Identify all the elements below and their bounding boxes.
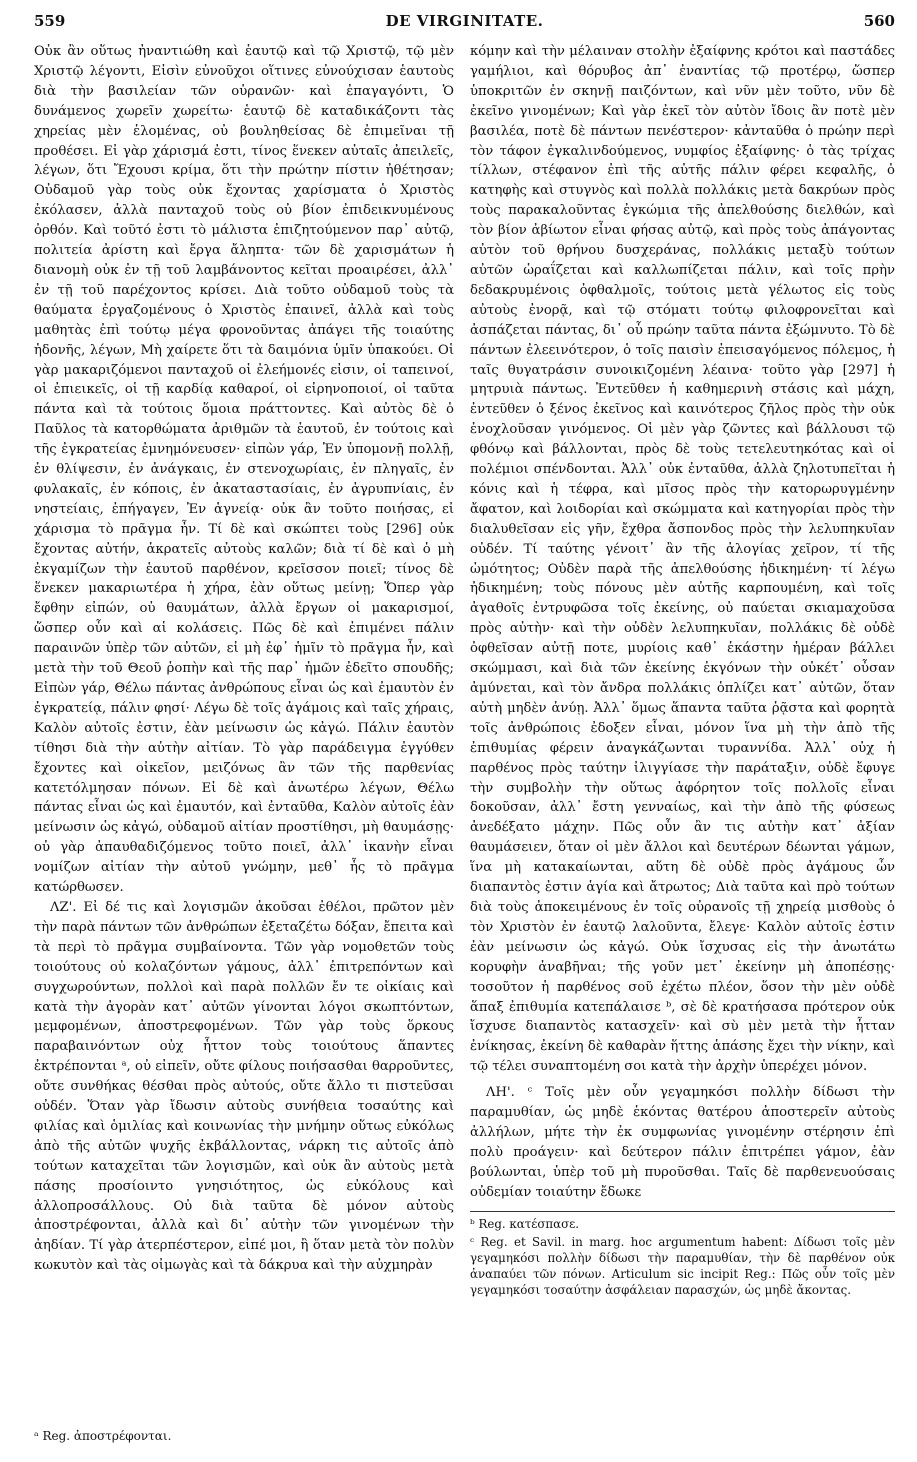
right-column bbox=[470, 42, 895, 1452]
footnote-c: ᶜ Reg. et Savil. in marg. hoc argumentum habent: Δίδωσι τοῖς μὲν γεγαμηκόσι πολλὴν δίδωσι τὴν παραμυθίαν, τὴν δὲ παρθένον οὐκ ἀναπαύει τῶν πόνων. Articulum sic incipit Reg.: Πῶς οὖν τοῖς μὲν γεγαμηκόσι τοσαύτην ἀσφάλειαν παρασχών, ὡς μηδὲ ἄκοντας. bbox=[470, 1234, 895, 1297]
footnote-left bbox=[34, 1428, 454, 1444]
footnote-divider bbox=[470, 1211, 895, 1212]
paragraph-section-37: ΛΖ'. Εἰ δέ τις καὶ λογισμῶν ἀκοῦσαι ἐθέλοι, πρῶτον μὲν τὴν παρὰ πάντων τῶν ἀνθρώπων ἐξεταζέτω δόξαν, ἔπειτα καὶ τὰ περὶ τὸ πρᾶγμα συμβαίνοντα. Τῶν γὰρ νομοθετῶν τοὺς τοιούτους οὐ κολαζόντων γάμους, ἀλλ᾽ ἐπιτρεπόντων καὶ συγχωρούντων, πολλοὶ καὶ παρὰ πολλῶν ἔν τε οἰκίαις καὶ κατὰ τὴν ἀγορὰν κατ᾽ αὐτῶν γίνονται λόγοι σκωπτόντων, μεμφομένων, ἀποστρεφομένων. Τῶν γὰρ τοὺς ὅρκους παραβαινόντων οὐχ ἧττον τοὺς τοιούτους ἅπαντες ἐκτρέπονται ᵃ, οὐ εἰπεῖν, οὔτε φίλους ποιήσασθαι θαρροῦντες, οὔτε συνθήκας θέσθαι πρὸς αὐτούς, οὔτε ἄλλο τι πιστεῦσαι οὐδέν. Ὅταν γὰρ ἴδωσιν αὐτοὺς συνήθεια τοσαύτης καὶ φιλίας καὶ ὁμιλίας καὶ κοινωνίας τὴν μνήμην οὕτως εὐκόλως ἀπὸ τῆς αὐτῶν ψυχῆς ἐκβάλλοντας, νάρκη τις αὐτοῖς ἀπὸ τούτων καταχεῖται τῶν λογισμῶν, καὶ οὐκ ἂν αὐτοὺς μετὰ πάσης προσίοιντο γνησιότητος, ὡς εὐκόλους καὶ ἀλλοπροσάλλους. Οὐ διὰ ταῦτα δὲ μόνον αὐτοὺς ἀποστρέφονται, ἀλλὰ καὶ δι᾽ αὐτὴν τῶν γινομένων τὴν ἀηδίαν. Τί γὰρ ἀτερπέστερον, εἰπέ μοι, ἢ ὅταν μετὰ τὸν πολὺν κωκυτὸν καὶ τὰς οἰμωγὰς καὶ τὰ δάκρυα καὶ τὴν αὐχμηρὰν bbox=[34, 899, 454, 1274]
paragraph: κόμην καὶ τὴν μέλαιναν στολὴν ἐξαίφνης κρότοι καὶ παστάδες γαμήλιοι, καὶ θόρυβος ἀπ᾽ ἐναντίας τῷ προτέρῳ, ὥσπερ ὑποκριτῶν ἐν σκηνῇ παιζόντων, καὶ νῦν μὲν τοῦτο, νῦν δὲ ἐκεῖνο γινομένων; Καὶ γὰρ ἐκεῖ τὸν αὐτὸν ἴδοις ἂν ποτὲ μὲν βασιλέα, ποτὲ δὲ πάντων πενέστερον· κἀνταῦθα ὁ πρώην περὶ τὸν τάφον ἐγκαλινδούμενος, νυμφίος ἐξαίφνης· ὁ τὰς τρίχας τίλλων, στέφανον ἐπὶ τῆς αὐτῆς πάλιν φέρει κεφαλῆς, ὁ κατηφὴς καὶ στυγνὸς καὶ πολλὰ πολλάκις μετὰ δακρύων πρὸς τοὺς παρακαλοῦντας ἐγκώμια τῆς ἀπελθούσης διελθών, καὶ τὸν βίον ἀβίωτον εἶναι φήσας αὐτῷ, καὶ πρὸς τοὺς ἀπάγοντας αὐτὸν τοῦ θρήνου δυσχεράνας, πολλάκις μεταξὺ τούτων αὐτῶν ὡραΐζεται καὶ καλλωπίζεται πάλιν, καὶ τοῖς πρὴν δεδακρυμένοις ὀφθαλμοῖς, τούτοις μετὰ γέλωτος εἰς τοὺς αὐτοὺς ἐνορᾷ, καὶ τῷ στόματι τούτῳ φιλοφρονεῖται καὶ ἀσπάζεται πάντας, δι᾽ οὗ πρώην ταῦτα πάντα ἐξώμνυτο. Τὸ δὲ πάντων ἐλεεινότερον, ὁ τοῖς παισὶν ἐπεισαγόμενος πόλεμος, ἡ ταῖς θυγατράσιν συνοικιζομένη λέαινα· τοῦτο γὰρ [297] ἡ μητρυιὰ πάντως. Ἐντεῦθεν ἡ καθημερινὴ στάσις καὶ μάχη, ἐντεῦθεν ὁ ξένος ἐκεῖνος καὶ καινότερος ζῆλος πρὸς τὴν οὐκ ἐνοχλοῦσαν γινόμενος. Οἱ μὲν γὰρ ζῶντες καὶ βάλλουσι τῷ φθόνῳ καὶ βάλλονται, πρὸς δὲ τοὺς τετελευτηκότας καὶ οἱ πολέμιοι σπένδονται. Ἀλλ᾽ οὐκ ἐνταῦθα, ἀλλὰ ζηλοτυπεῖται ἡ κόνις καὶ ἡ τέφρα, καὶ μῖσος πρὸς τὴν κατορωρυγμένην ἄφατον, καὶ λοιδορίαι καὶ σκώμματα καὶ κατηγορίαι πρὸς τὴν διαλυθεῖσαν εἰς γῆν, ἔχθρα ἄσπονδος πρὸς τὴν λελυπηκυῖαν οὐδέν. Τί ταύτης γένοιτ᾽ ἂν τῆς ἀλογίας χεῖρον, τί τῆς ὠμότητος; Οὐδὲν παρὰ τῆς ἀπελθούσης ἠδικημένη· τί λέγω ἠδικημένη; τοὺς πόνους μὲν αὐτῆς καρπουμένη, καὶ τοῖς ἀγαθοῖς ἐντρυφῶσα τοῖς ἐκείνης, οὐ παύεται σκιαμαχοῦσα πρὸς αὐτὴν· καὶ τὴν οὐδὲν λελυπηκυῖαν, πολλάκις δὲ οὐδὲ ὀφθεῖσαν αὐτῇ ποτε, μυρίοις καθ᾽ ἑκάστην ἡμέραν βάλλει σκώμμασι, καὶ διὰ τῶν ἐκείνης ἐκγόνων τὴν οὐκέτ᾽ οὖσαν ἀμύνεται, καὶ τὸν ἄνδρα πολλάκις ὁπλίζει κατ᾽ αὐτῶν, ὅταν αὐτὴ μηδὲν ἀνύῃ. Ἀλλ᾽ ὅμως ἅπαντα ταῦτα ῥᾷστα καὶ φορητὰ τοῖς ἀνθρώποις ἐδοξεν εἶναι, μόνον ἵνα μὴ τὴν ἀπὸ τῆς ἐπιθυμίας φέρειν ἀναγκάζωνται τυραννίδα. Ἀλλ᾽ οὐχ ἡ παρθένος πρὸς ταύτην ἰλιγγίασε τὴν παράταξιν, οὐδὲ ἔφυγε τὴν συμβολὴν τὴν οὕτως ἀφόρητον τοῖς πολλοῖς εἶναι δοκοῦσαν, ἀλλ᾽ ἔστη γενναίως, καὶ τὴν ἀπὸ τῆς φύσεως ἀνεδέξατο μάχην. Πῶς οὖν ἂν τις αὐτὴν κατ᾽ ἀξίαν θαυμάσειεν, ὅταν οἱ μὲν ἄλλοι καὶ δευτέρων δέωνται γάμων, ἵνα μὴ κατακαίωνται, αὕτη δὲ οὐδὲ πρὸς ἀγάμους ὦν διαπαντὸς ἐστιν ἁγία καὶ ἄτρωτος; Διὰ ταῦτα καὶ πρὸ τούτων διὰ τοὺς ἀποκειμένους ἐν τοῖς οὐρανοῖς τῇ χηρείᾳ μισθοὺς ὁ τὸν Χριστὸν ἐν ἑαυτῷ λαλοῦντα, ἔλεγε· Καλὸν αὐτοῖς ἐστιν ἐὰν μείνωσιν ὡς κἀγώ. Οὐκ ἴσχυσας εἰς τὴν ἀνωτάτω κορυφὴν ἀναβῆναι; τῆς γοῦν μετ᾽ ἐκείνην μὴ ἀποπέσῃς· τοσοῦτον ἡ παρθένος σοῦ ἐχέτω πλέον, ὅσον τὴν μὲν οὐδὲ ἅπαξ ἐπιθυμία κατεπάλαισε ᵇ, σὲ δὲ κρατήσασα πρότερον οὐκ ἴσχυσε διαπαντὸς κατασχεῖν· καὶ σὺ μὲν μετὰ τὴν ἧτταν ἐνίκησας, ἐκείνη δὲ καθαρὰν ἥττης ἁπάσης ἔχει τὴν νίκην, καὶ τῷ τέλει συναπτομένη σοι κατὰ τὴν ἀρχὴν ὑπερέχει μόνον. bbox=[470, 44, 895, 1075]
page-number-left: 559 bbox=[34, 12, 66, 30]
running-header bbox=[34, 12, 895, 38]
footnote-b: ᵇ Reg. κατέσπασε. bbox=[470, 1216, 580, 1231]
running-title: DE VIRGINITATE. bbox=[385, 12, 544, 30]
page-number-right: 560 bbox=[863, 12, 895, 30]
footnotes-right bbox=[470, 1216, 895, 1298]
footnote-a: ᵃ Reg. ἀποστρέφονται. bbox=[34, 1429, 172, 1443]
paragraph-section-38: ΛΗ'. ᶜ Τοῖς μὲν οὖν γεγαμηκόσι πολλὴν δίδωσι τὴν παραμυθίαν, ὡς μηδὲ ἑκόντας θατέρου ἀποστερεῖν αὐτοὺς ἀλλήλων, μήτε τὴν ἐκ συμφωνίας γινομένην στέρησιν ἐπὶ πολὺ προάγειν· καὶ δεύτερον πάλιν ἐπιτρέπει γάμον, ἐὰν βούλωνται, ὑπὲρ τοῦ μὴ πυροῦσθαι. Ταῖς δὲ παρθενευούσαις οὐδεμίαν τοιαύτην ἔδωκε bbox=[470, 1085, 895, 1200]
paragraph: Οὐκ ἂν οὕτως ἠναντιώθη καὶ ἑαυτῷ καὶ τῷ Χριστῷ, τῷ μὲν Χριστῷ λέγοντι, Εἰσὶν εὐνοῦχοι οἵτινες εὐνούχισαν ἑαυτοὺς διὰ τὴν βασιλείαν τῶν οὐρανῶν· καὶ ἐπαγαγόντι, Ὁ δυνάμενος χωρεῖν χωρείτω· ἑαυτῷ δὲ καταδικάζοντι τὰς χηρείας μὲν ἑλομένας, οὐ βουληθείσας δὲ ἐπιμεῖναι τῇ προθέσει. Εἰ γὰρ χάρισμά ἐστι, τίνος ἕνεκεν αὐταῖς ἀπειλεῖς, λέγων, ὅτι Ἔχουσι κρίμα, ὅτι τὴν πρώτην πίστιν ἠθέτησαν; Οὐδαμοῦ γὰρ τοὺς οὐκ ἔχοντας χαρίσματα ὁ Χριστὸς ἐκόλασεν, ἀλλὰ πανταχοῦ τοὺς οὐ βίον ἐπιδεικνυμένους ὀρθόν. Καὶ τοῦτό ἐστι τὸ μάλιστα ἐπιζητούμενον παρ᾽ αὐτῷ, πολιτεία ἀρίστη καὶ ἔργα ἄληπτα· τῶν δὲ χαρισμάτων ἡ διανομὴ οὐκ ἐν τῇ τοῦ λαμβάνοντος κεῖται προαιρέσει, ἀλλ᾽ ἐν τῇ τοῦ παρέχοντος κρίσει. Διὰ τοῦτο οὐδαμοῦ τοὺς τὰ θαύματα ἐργαζομένους ὁ Χριστὸς ἐπαινεῖ, ἀλλὰ καὶ τοὺς μαθητὰς ἐπὶ τούτῳ μέγα φρονοῦντας ἀπάγει τῆς τοιαύτης ἡδονῆς, λέγων, Μὴ χαίρετε ὅτι τὰ δαιμόνια ὑμῖν ὑπακούει. Οἱ γὰρ μακαριζόμενοι πανταχοῦ οἱ ἐλεήμονές εἰσιν, οἱ ταπεινοί, οἱ ἐπιεικεῖς, οἱ τῇ καρδίᾳ καθαροί, οἱ εἰρηνοποιοί, οἱ ταῦτα πάντα καὶ τὰ τούτοις ὅμοια πράττοντες. Καὶ αὐτὸς δὲ ὁ Παῦλος τὰ κατορθώματα ἀριθμῶν τὰ ἑαυτοῦ, ἐν τούτοις καὶ τῆς ἐγκρατείας ἐμνημόνευσεν· εἰπὼν γάρ, Ἐν ὑπομονῇ πολλῇ, ἐν θλίψεσιν, ἐν ἀνάγκαις, ἐν στενοχωρίαις, ἐν πληγαῖς, ἐν φυλακαῖς, ἐν κόποις, ἐν ἀκαταστασίαις, ἐν ἀγρυπνίαις, ἐν νηστείαις, ἐπήγαγεν, Ἐν ἁγνείᾳ· οὐκ ἂν τοῦτο ποιήσας, εἰ χάρισμα τὸ πρᾶγμα ἦν. Τί δὲ καὶ σκώπτει τοὺς [296] οὐκ ἔχοντας αὐτήν, ἀκρατεῖς αὐτοὺς καλῶν; διὰ τί δὲ καὶ ὁ μὴ ἐκγαμίζων τὴν ἑαυτοῦ παρθένον, κρεῖσσον ποιεῖ; τίνος δὲ ἕνεκεν μακαριωτέρα ἡ χήρα, ἐὰν οὕτως μείνῃ; Ὅπερ γὰρ ἔφθην εἰπών, οὐ θαυμάτων, ἀλλὰ ἔργων οἱ μακαρισμοί, ὥσπερ οὖν καὶ αἱ κολάσεις. Πῶς δὲ καὶ ἐπιμένει πάλιν παραινῶν ὑπὲρ τῶν αὐτῶν, εἰ μὴ ἐφ᾽ ἡμῖν τὸ πρᾶγμα ἦν, καὶ μετὰ τὴν τοῦ Θεοῦ ῥοπὴν καὶ τῆς παρ᾽ ἡμῶν ἐδεῖτο σπουδῆς; Εἰπὼν γάρ, Θέλω πάντας ἀνθρώπους εἶναι ὡς καὶ ἐμαυτὸν ἐν ἐγκρατείᾳ, πάλιν φησί· Λέγω δὲ τοῖς ἀγάμοις καὶ ταῖς χήραις, Καλὸν αὐτοῖς ἐστιν, ἐὰν μείνωσιν ὡς κἀγώ. Πάλιν ἑαυτὸν τίθησι διὰ τὴν αὐτὴν αἰτίαν. Τὸ γὰρ παράδειγμα ἐγγύθεν ἔχοντες καὶ οἰκεῖον, μειζόνως ἂν τῶν τῆς παρθενίας κατετόλμησαν πόνων. Εἰ δὲ καὶ ἀνωτέρω λέγων, Θέλω πάντας εἶναι ὡς καὶ ἐμαυτόν, καὶ ἐνταῦθα, Καλὸν αὐτοῖς ἐὰν μείνωσιν ὡς κἀγώ, οὐδαμοῦ αἰτίαν προστίθησι, μὴ θαυμάσῃς· οὐ γὰρ ἀπαυθαδιζόμενος τοῦτο ποιεῖ, ἀλλ᾽ ἱκανὴν εἶναι νομίζων αἰτίαν τὴν αὐτοῦ γνώμην, μεθ᾽ ἧς τὸ πρᾶγμα κατώρθωσεν. bbox=[34, 44, 454, 896]
left-column bbox=[34, 42, 454, 1452]
